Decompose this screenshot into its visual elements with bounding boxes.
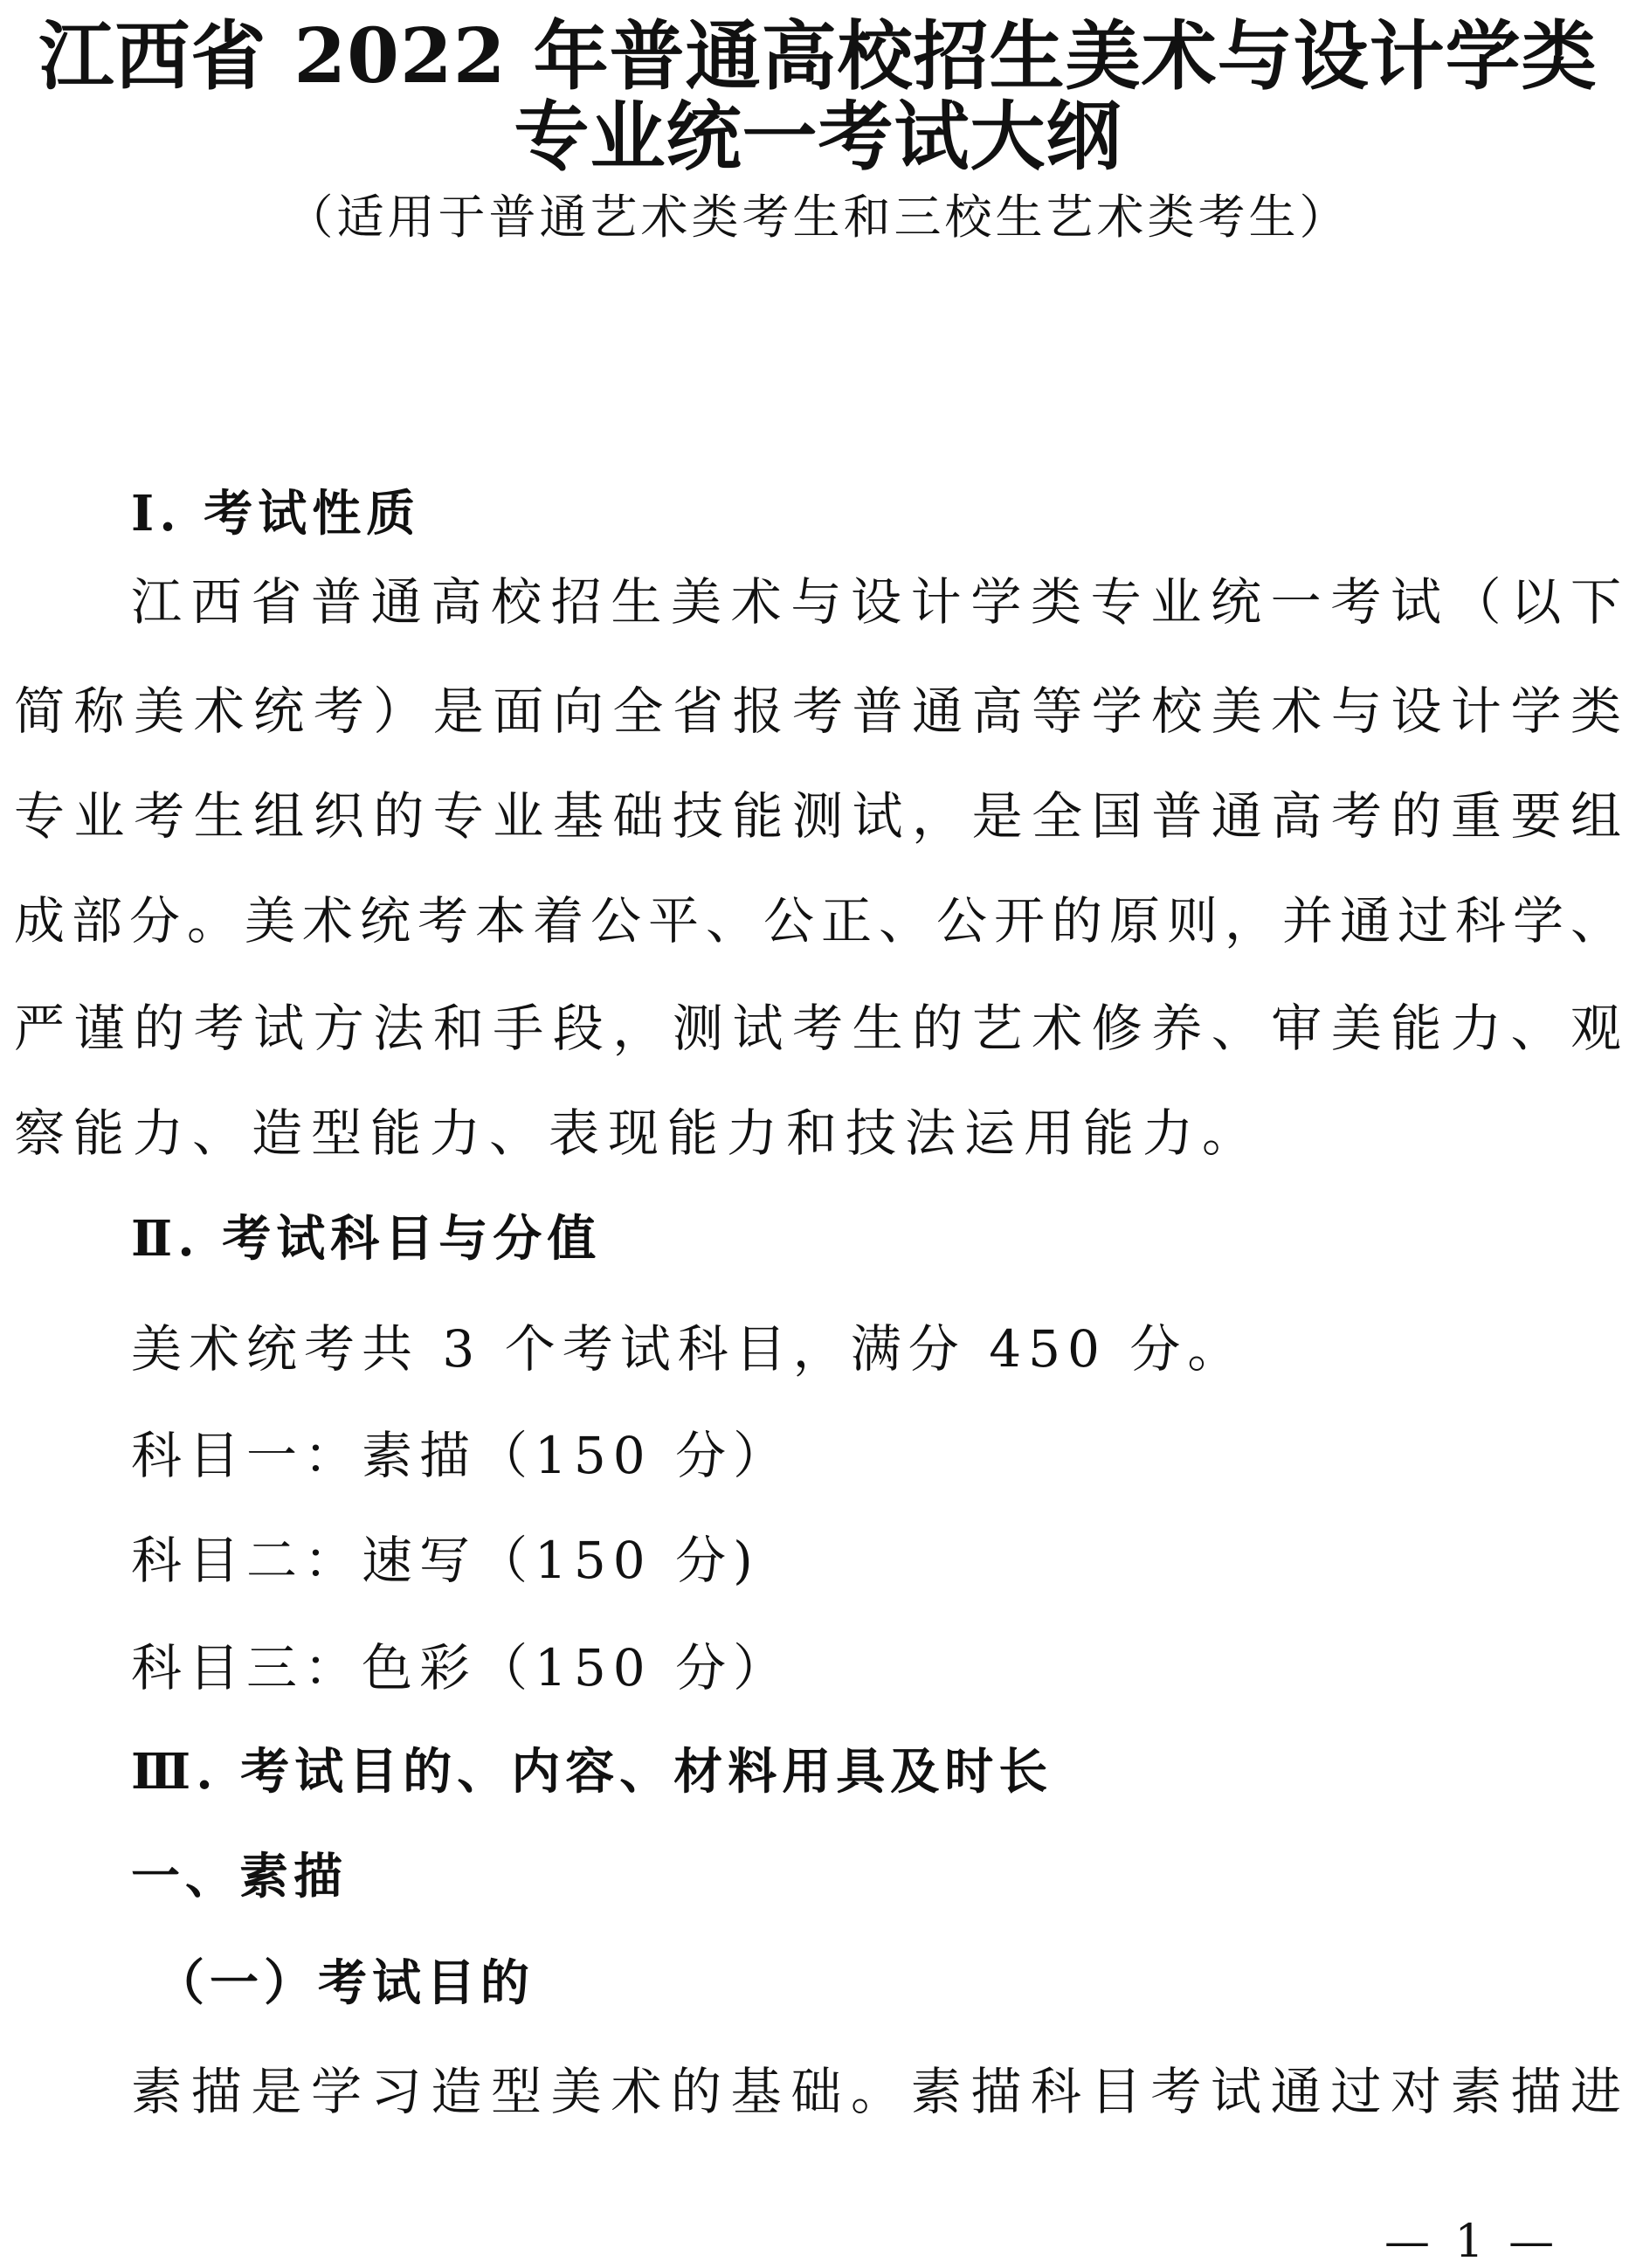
paragraph-line: 严谨的考试方法和手段，测试考生的艺术修养、审美能力、观 [14,999,1621,1058]
subsection-heading-sketch: 一、素描 [131,1848,348,1905]
document-title-line-2: 专业统一考试大纲 [514,93,1122,181]
subject-item-sketch: 科目一：素描（150 分） [131,1426,791,1485]
subject-item-color: 科目三：色彩（150 分） [131,1638,791,1698]
section-heading-subjects: Ⅱ. 考试科目与分值 [131,1210,602,1268]
subsection-heading-purpose: （一）考试目的 [155,1954,535,2012]
section-heading-content: Ⅲ. 考试目的、内容、材料用具及时长 [131,1743,1053,1801]
paragraph-line: 察能力、造型能力、表现能力和技法运用能力。 [14,1103,1262,1163]
paragraph-line: 素描是学习造型美术的基础。素描科目考试通过对素描进 [131,2062,1621,2121]
subject-item-quick-sketch: 科目二：速写（150 分) [131,1531,760,1590]
page-number: — 1 — [1384,2216,1560,2268]
document-subtitle: （适用于普通艺术类考生和三校生艺术类考生） [286,190,1350,245]
subjects-summary: 美术统考共 3 个考试科目，满分 450 分。 [131,1319,1246,1379]
paragraph-line: 简称美术统考）是面向全省报考普通高等学校美术与设计学类 [14,681,1621,741]
paragraph-line: 专业考生组织的专业基础技能测试，是全国普通高考的重要组 [14,786,1621,846]
paragraph-line: 江西省普通高校招生美术与设计学类专业统一考试（以下 [131,572,1621,632]
document-title-line-1: 江西省 2022 年普通高校招生美术与设计学类 [38,12,1598,100]
section-heading-nature: Ⅰ. 考试性质 [131,485,421,543]
paragraph-line: 成部分。美术统考本着公平、公正、公开的原则，并通过科学、 [14,891,1621,951]
